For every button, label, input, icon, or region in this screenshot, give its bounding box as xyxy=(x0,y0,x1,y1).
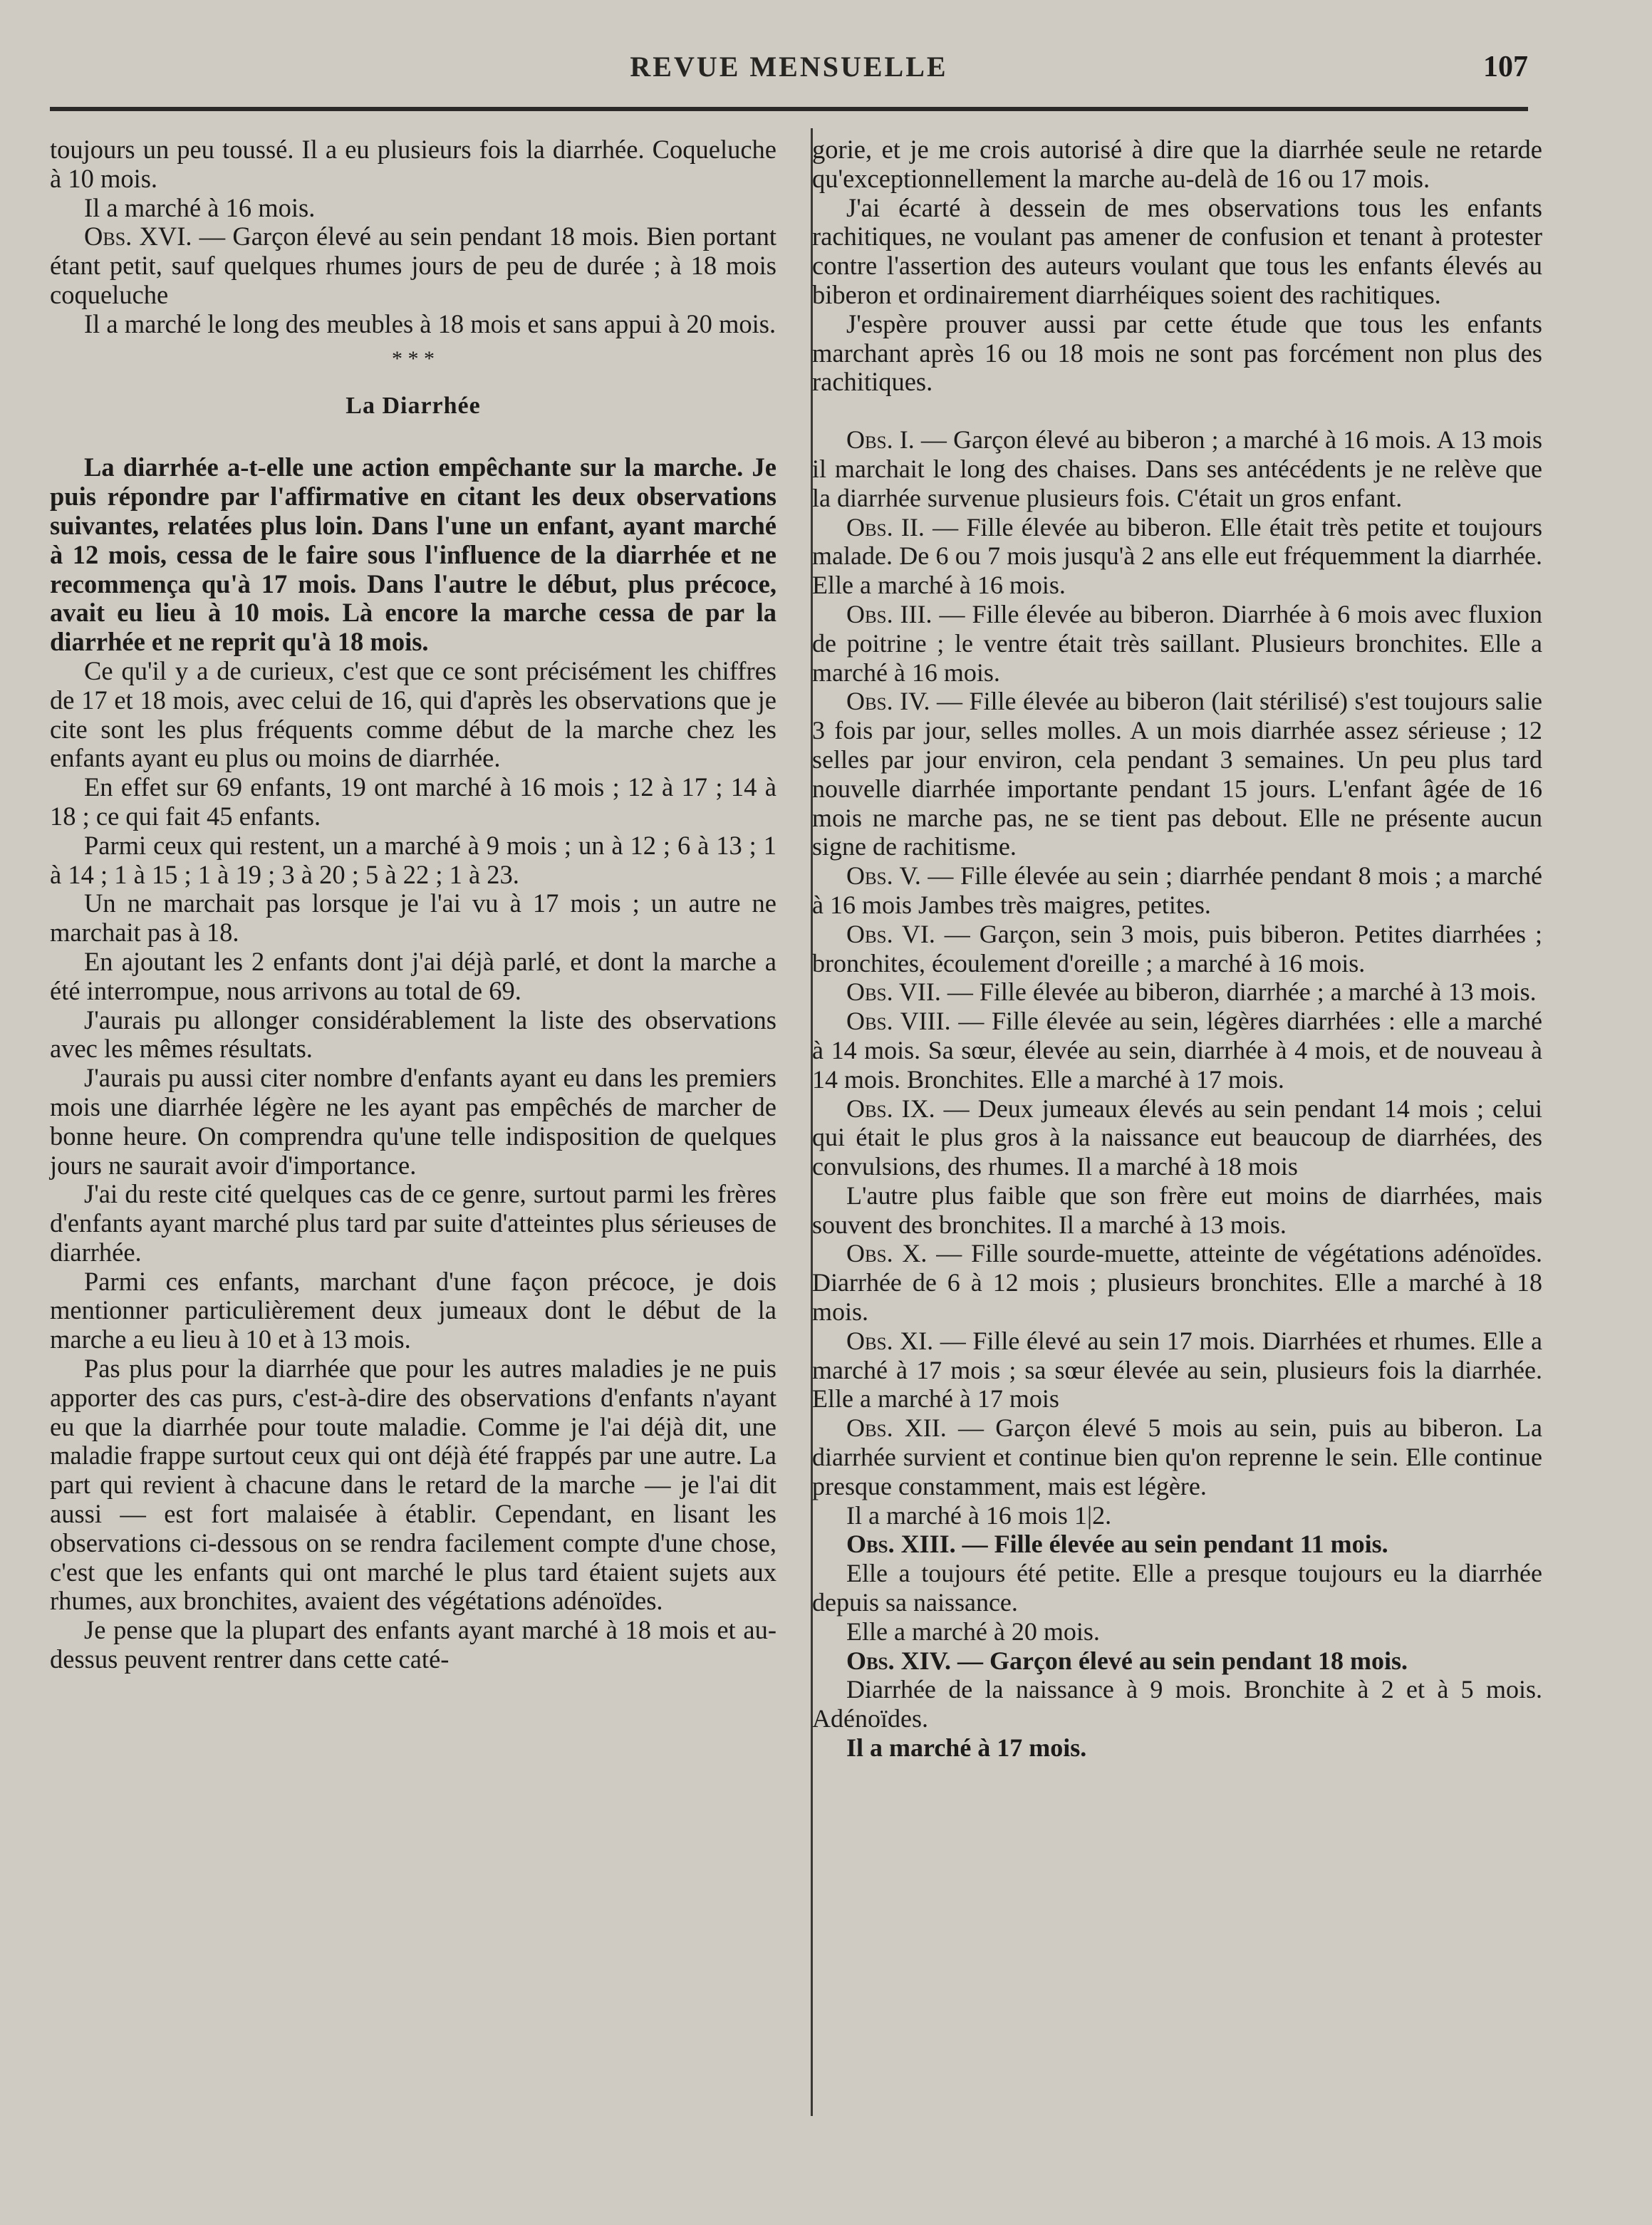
observation-text: — Fille élevé au sein 17 mois. Diarrhées et rhumes. Elle a marché à 17 mois ; sa sœur élevée au sein, plusieurs fois la diarrhée. Elle a marché à 17 mois xyxy=(812,1326,1542,1414)
page-number: 107 xyxy=(1483,51,1528,83)
paragraph: J'aurais pu allonger considérablement la liste des observations avec les mêmes résultats. xyxy=(50,1005,776,1064)
paragraph: J'espère prouver aussi par cette étude que tous les enfants marchant après 16 ou 18 mois ne sont pas forcément non plus des rachitiques. xyxy=(812,308,1542,397)
paragraph: Il a marché à 16 mois. xyxy=(84,192,316,222)
observation-paragraph xyxy=(812,513,1542,600)
observation-paragraph xyxy=(812,600,1542,687)
paragraph: Pas plus pour la diarrhée que pour les autres maladies je ne puis apporter des cas purs, c'est-à-dire des observations d'enfants n'ayant eu que la diarrhée pour toute maladie. Comme je l'ai déjà dit, une maladie frappe surtout ceux qui ont déjà été frappés par une autre. La part qui revient à chacune dans le retard de la marche — je l'ai dit aussi — est fort malaisée à établir. Cependant, en lisant les observations ci-dessous on se rendra facilement compte d'une chose, c'est que les enfants qui ont marché le plus tard étaient sujets aux rhumes, aux bronchites, avaient des végétations adénoïdes. xyxy=(50,1354,776,1616)
observation-label: Obs. XI. xyxy=(846,1326,934,1355)
observation-text: — Garçon, sein 3 mois, puis biberon. Petites diarrhées ; bronchites, écoulement d'oreille ; a marché à 16 mois. xyxy=(812,919,1542,977)
observation-label: Obs. I. xyxy=(846,425,915,455)
observation-paragraph xyxy=(812,1094,1542,1181)
observation-label: Obs. III. xyxy=(846,599,933,628)
header-rule xyxy=(50,107,1528,111)
observation-text: — Fille élevée au sein ; diarrhée pendant 8 mois ; a marché à 16 mois Jambes très maigres, petites. xyxy=(812,861,1542,919)
observation-paragraph xyxy=(812,920,1542,978)
observation-text: — Fille élevée au biberon (lait stérilisé) s'est toujours salie 3 fois par jour, selles molles. A un mois diarrhée assez sérieuse ; 12 selles par jour environ, cela pendant 3 semaines. Un peu plus tard nouvelle diarrhée importante pendant 15 jours. L'enfant âgée de 16 mois ne marche pas, ne se tient pas debout. Elle ne présente aucun signe de rachitisme. xyxy=(812,687,1542,861)
paragraph: En ajoutant les 2 enfants dont j'ai déjà parlé, et dont la marche a été interrompue, nous arrivons au total de 69. xyxy=(50,946,776,1005)
observation-label: Obs. VI. xyxy=(846,919,935,948)
observation-text: — Garçon élevé au sein pendant 18 mois. Bien portant étant petit, sauf quelques rhumes jours de peu de durée ; à 18 mois coqueluche xyxy=(50,222,776,309)
observation-label: Obs. IV. xyxy=(846,687,930,716)
paragraph: Il a marché à 16 mois 1|2. xyxy=(846,1500,1112,1530)
observation-text: — Fille élevée au biberon, diarrhée ; a marché à 13 mois. xyxy=(940,977,1537,1007)
right-column xyxy=(812,135,1542,1763)
paragraph: J'aurais pu aussi citer nombre d'enfants ayant eu dans les premiers mois une diarrhée légère ne les ayant pas empêchés de marcher de bonne heure. On comprendra qu'une telle indisposition de quelques jours ne saurait avoir d'importance. xyxy=(50,1063,776,1180)
page-header xyxy=(50,50,1528,93)
paragraph: J'ai écarté à dessein de mes observations tous les enfants rachitiques, ne voulant pas amener de confusion et tenant à protester contre l'assertion des auteurs voulant que tous les enfants élevés au biberon et ordinairement diarrhéiques soient des rachitiques. xyxy=(812,192,1542,309)
paragraph: Parmi ces enfants, marchant d'une façon précoce, je dois mentionner particulièrement deux jumeaux dont le début de la marche a eu lieu à 10 et à 13 mois. xyxy=(50,1266,776,1354)
observation-label: Obs. XIII. xyxy=(846,1530,956,1559)
observation-text: — Garçon élevé 5 mois au sein, puis au biberon. La diarrhée survient et continue bien qu'on reprenne le sein. Elle continue presque constamment, mais est légère. xyxy=(812,1414,1542,1500)
paragraph: Je pense que la plupart des enfants ayant marché à 18 mois et au-dessus peuvent rentrer dans cette caté- xyxy=(50,1615,776,1674)
paragraph: gorie, et je me crois autorisé à dire que la diarrhée seule ne retarde qu'exceptionnellement la marche au-delà de 16 ou 17 mois. xyxy=(812,135,1542,193)
observation-text: — Fille élevée au biberon. Diarrhée à 6 mois avec fluxion de poitrine ; le ventre était très saillant. Plusieurs bronchites. Elle a marché à 16 mois. xyxy=(812,599,1543,687)
observation-label: Obs. VIII. xyxy=(846,1007,951,1036)
observation-text: — Fille élevée au sein, légères diarrhées : elle a marché à 14 mois. Sa sœur, élevée au sein, diarrhée à 4 mois, et de nouveau à 14 mois. Bronchites. Elle a marché à 17 mois. xyxy=(812,1007,1543,1094)
observation-paragraph xyxy=(812,977,1542,1007)
spacer xyxy=(812,397,1542,425)
paragraph: Ce qu'il y a de curieux, c'est que ce sont précisément les chiffres de 17 et 18 mois, avec celui de 16, qui d'après les observations que je cite sont les plus fréquents comme début de la marche chez les enfants ayant eu plus ou moins de diarrhée. xyxy=(50,655,776,773)
paragraph: Parmi ceux qui restent, un a marché à 9 mois ; un à 12 ; 6 à 13 ; 1 à 14 ; 1 à 15 ; 1 à 19 ; 3 à 20 ; 5 à 22 ; 1 à 23. xyxy=(50,830,776,889)
observation-label: Obs. XVI. xyxy=(84,222,192,251)
section-ornament: * * * xyxy=(392,346,435,370)
observation-label: Obs. X. xyxy=(846,1239,928,1268)
paragraph: toujours un peu toussé. Il a eu plusieurs fois la diarrhée. Coqueluche à 10 mois. xyxy=(50,135,776,193)
observation-text: — Fille élevée au biberon. Elle était très petite et toujours malade. De 6 ou 7 mois jusqu'à 2 ans elle eut fréquemment la diarrhée. Elle a marché à 16 mois. xyxy=(812,512,1542,600)
observation-text: — Garçon élevé au sein pendant 18 mois. xyxy=(950,1646,1408,1675)
observation-paragraph xyxy=(812,1327,1542,1414)
observation-paragraph xyxy=(812,1007,1542,1094)
paragraph: En effet sur 69 enfants, 19 ont marché à 16 mois ; 12 à 17 ; 14 à 18 ; ce qui fait 45 enfants. xyxy=(50,772,776,831)
observation-label: Obs. II. xyxy=(846,512,925,541)
observation-paragraph xyxy=(812,861,1542,920)
observation-paragraph xyxy=(812,1239,1542,1326)
paragraph: Elle a marché à 20 mois. xyxy=(846,1617,1100,1646)
observation-label: Obs. VII. xyxy=(846,977,941,1007)
observation-label: Obs. XII. xyxy=(846,1414,947,1443)
running-title: REVUE MENSUELLE xyxy=(630,51,948,83)
observation-paragraph xyxy=(50,222,776,309)
paragraph: L'autre plus faible que son frère eut moins de diarrhées, mais souvent des bronchites. Il a marché à 13 mois. xyxy=(812,1181,1542,1239)
paragraph: Il a marché le long des meubles à 18 mois et sans appui à 20 mois. xyxy=(84,308,776,338)
observation-text: — Fille élevée au sein pendant 11 mois. xyxy=(955,1530,1388,1559)
paragraph: J'ai du reste cité quelques cas de ce genre, surtout parmi les frères d'enfants ayant marché plus tard par suite d'atteintes plus sérieuses de diarrhée. xyxy=(50,1179,776,1267)
observation-paragraph xyxy=(812,1530,1542,1559)
paragraph: Elle a toujours été petite. Elle a presque toujours eu la diarrhée depuis sa naissance. xyxy=(812,1559,1542,1617)
paragraph: La diarrhée a-t-elle une action empêchante sur la marche. Je puis répondre par l'affirmative en citant les deux observations suivantes, relatées plus loin. Dans l'une un enfant, ayant marché à 12 mois, cessa de le faire sous l'influence de la diarrhée et ne recommença qu'à 17 mois. Dans l'autre le début, plus précoce, avait eu lieu à 10 mois. Là encore la marche cessa de par la diarrhée et ne reprit qu'à 18 mois. xyxy=(50,452,776,657)
paragraph: Il a marché à 17 mois. xyxy=(846,1733,1087,1763)
observation-paragraph xyxy=(812,687,1542,861)
observation-paragraph xyxy=(812,425,1542,512)
observation-paragraph xyxy=(812,1646,1542,1676)
observation-text: — Garçon élevé au biberon ; a marché à 16 mois. A 13 mois il marchait le long des chaises. Dans ses antécédents je ne relève que la diarrhée survenue plusieurs fois. C'était un gros enfant. xyxy=(812,425,1542,512)
observation-text: — Fille sourde-muette, atteinte de végétations adénoïdes. Diarrhée de 6 à 12 mois ; plusieurs bronchites. Elle a marché à 18 mois. xyxy=(812,1239,1542,1327)
section-title: La Diarrhée xyxy=(346,392,481,419)
left-column xyxy=(50,135,776,1674)
observation-text: — Deux jumeaux élevés au sein pendant 14 mois ; celui qui était le plus gros à la naissance eut beaucoup de diarrhées, des convulsions, des rhumes. Il a marché à 18 mois xyxy=(812,1094,1542,1181)
observation-label: Obs. IX. xyxy=(846,1094,935,1123)
paragraph: Un ne marchait pas lorsque je l'ai vu à 17 mois ; un autre ne marchait pas à 18. xyxy=(50,888,776,948)
observations-list xyxy=(812,425,1542,1763)
observation-label: Obs. XIV. xyxy=(846,1646,951,1675)
observation-paragraph xyxy=(812,1414,1542,1500)
paragraph: Diarrhée de la naissance à 9 mois. Bronchite à 2 et à 5 mois. Adénoïdes. xyxy=(812,1675,1542,1733)
observation-label: Obs. V. xyxy=(846,861,921,891)
